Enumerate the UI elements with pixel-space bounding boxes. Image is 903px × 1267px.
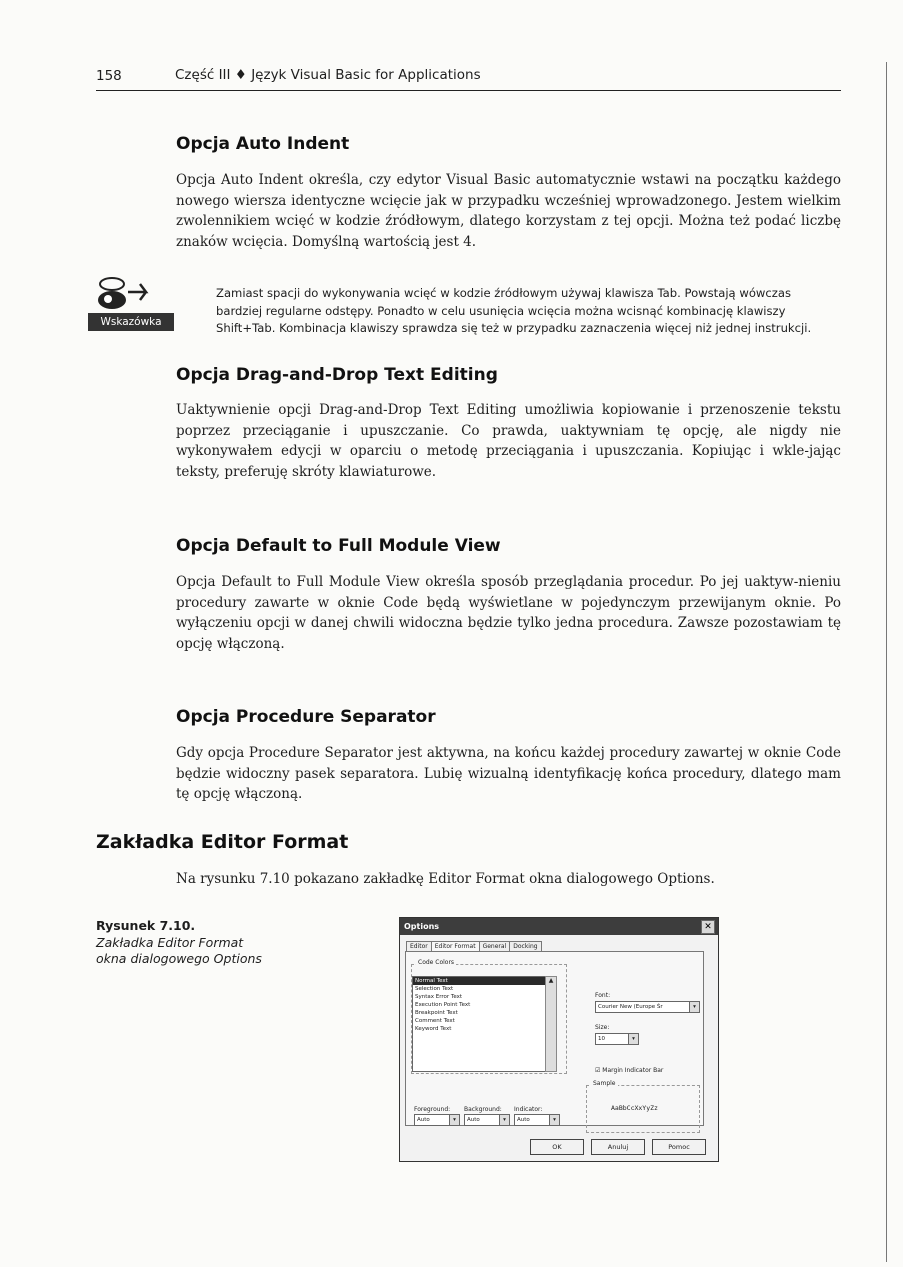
foreground-value: Auto — [417, 1117, 430, 1123]
chevron-down-icon[interactable]: ▾ — [689, 1002, 699, 1012]
close-icon[interactable]: ✕ — [701, 920, 715, 934]
chevron-down-icon[interactable]: ▾ — [628, 1034, 638, 1044]
main-heading: Zakładka Editor Format — [96, 831, 349, 853]
size-label: Size: — [595, 1024, 610, 1031]
indicator-select[interactable] — [514, 1114, 560, 1126]
list-item[interactable]: Normal Text — [413, 977, 545, 985]
list-item[interactable]: Execution Point Text — [415, 1002, 471, 1008]
sample-box — [586, 1080, 700, 1133]
list-item[interactable]: Keyword Text — [415, 1026, 452, 1032]
cancel-button[interactable]: Anuluj — [591, 1139, 645, 1155]
main-body: Na rysunku 7.10 pokazano zakładkę Editor Format okna dialogowego Options. — [176, 871, 715, 887]
tab-panel — [405, 951, 704, 1126]
indicator-value: Auto — [517, 1117, 530, 1123]
caption-text: Zakładka Editor Format okna dialogowego Options — [96, 934, 262, 966]
sample-label: Sample — [593, 1080, 616, 1087]
foreground-label: Foreground: — [414, 1106, 451, 1113]
margin-indicator-checkbox[interactable]: ☑ Margin Indicator Bar — [595, 1067, 664, 1074]
size-select[interactable] — [595, 1033, 639, 1045]
background-label: Background: — [464, 1106, 502, 1113]
section-body-procedure-separator: Gdy opcja Procedure Separator jest aktywna, na końcu każdej procedury zawartej w oknie Code będzie widoczny pasek separatora. Lubię wizualną identyfikację końca procedury, dlatego mam tę opcję włączoną. — [176, 745, 841, 802]
list-item[interactable]: Breakpoint Text — [415, 1010, 458, 1016]
code-colors-list[interactable] — [412, 976, 546, 1072]
font-value: Courier New (Europe Śr — [598, 1004, 663, 1010]
dialog-titlebar — [400, 918, 718, 935]
font-select[interactable] — [595, 1001, 700, 1013]
tab-general[interactable]: General — [479, 941, 511, 952]
header-title: Część III ♦ Język Visual Basic for Applications — [175, 67, 481, 83]
help-button[interactable]: Pomoc — [652, 1139, 706, 1155]
section-heading-auto-indent: Opcja Auto Indent — [176, 134, 350, 154]
list-item[interactable]: Syntax Error Text — [415, 994, 463, 1000]
dialog-title: Options — [404, 922, 440, 931]
list-item[interactable]: Comment Text — [415, 1018, 455, 1024]
tip-eye-icon — [88, 272, 176, 314]
chevron-down-icon[interactable]: ▾ — [449, 1115, 459, 1125]
background-select[interactable] — [464, 1114, 510, 1126]
ok-button[interactable]: OK — [530, 1139, 584, 1155]
section-body-auto-indent: Opcja Auto Indent określa, czy edytor Visual Basic automatycznie wstawi na początku każdego nowego wiersza identyczne wcięcie jak w przypadku wcześniej wprowadzonego. Jestem wielkim zwolennikiem wcięć w kodzie źródłowym, dlatego korzystam z tej opcji. Można też podać liczbę znaków wcięcia. Domyślną wartością jest 4. — [176, 172, 841, 250]
tip-text: Zamiast spacji do wykonywania wcięć w kodzie źródłowym używaj klawisza Tab. Powstają wówczas bardziej regularne odstępy. Ponadto w celu usunięcia wcięcia można wcisnąć kombinację klawiszy Shift+Tab. Kombinacja klawiszy sprawdza się też w przypadku zaznaczenia więcej niż jednej instrukcji. — [216, 286, 812, 335]
code-colors-label: Code Colors — [418, 959, 455, 966]
font-label: Font: — [595, 992, 611, 999]
page-edge — [886, 62, 887, 1262]
section-body-drag-drop: Uaktywnienie opcji Drag-and-Drop Text Editing umożliwia kopiowanie i przenoszenie tekstu poprzez przeciąganie i upuszczanie. Co prawda, uaktywniam tę opcję, ale nigdy nie wykonywałem edycji w oparciu o metodę przeciągania i upuszczania. Kopiując i wkle-jając teksty, preferuję skróty klawiaturowe. — [176, 402, 841, 480]
section-heading-full-module-view: Opcja Default to Full Module View — [176, 536, 501, 556]
tip-icon — [88, 272, 176, 334]
figure-caption — [96, 918, 266, 968]
tip-label: Wskazówka — [88, 313, 174, 331]
section-body-full-module-view: Opcja Default to Full Module View określa sposób przeglądania procedur. Po jej uaktyw-nieniu procedury zawarte w oknie Code będą wyświetlane w pojedynczym przewijanym oknie. Po wyłączeniu opcji w danej chwili widoczna będzie tylko jedna procedura. Zawsze pozostawiam tę opcję włączoną. — [176, 574, 841, 652]
foreground-select[interactable] — [414, 1114, 460, 1126]
margin-indicator-label: Margin Indicator Bar — [602, 1067, 664, 1074]
background-value: Auto — [467, 1117, 480, 1123]
tab-docking[interactable]: Docking — [509, 941, 541, 952]
tab-editor-format[interactable]: Editor Format — [431, 941, 480, 952]
caption-number: Rysunek 7.10. — [96, 918, 196, 933]
chevron-down-icon[interactable]: ▾ — [499, 1115, 509, 1125]
list-item[interactable]: Selection Text — [415, 986, 454, 992]
running-header — [96, 66, 841, 91]
sample-text: AaBbCcXxYyZz — [611, 1104, 658, 1112]
chevron-down-icon[interactable]: ▾ — [549, 1115, 559, 1125]
options-dialog — [399, 917, 719, 1162]
section-heading-drag-drop: Opcja Drag-and-Drop Text Editing — [176, 365, 498, 385]
list-scrollbar[interactable]: ▲ — [545, 976, 557, 1072]
page-number: 158 — [96, 68, 122, 84]
tab-editor[interactable]: Editor — [406, 941, 432, 952]
section-heading-procedure-separator: Opcja Procedure Separator — [176, 707, 436, 727]
size-value: 10 — [598, 1036, 605, 1042]
indicator-label: Indicator: — [514, 1106, 543, 1113]
